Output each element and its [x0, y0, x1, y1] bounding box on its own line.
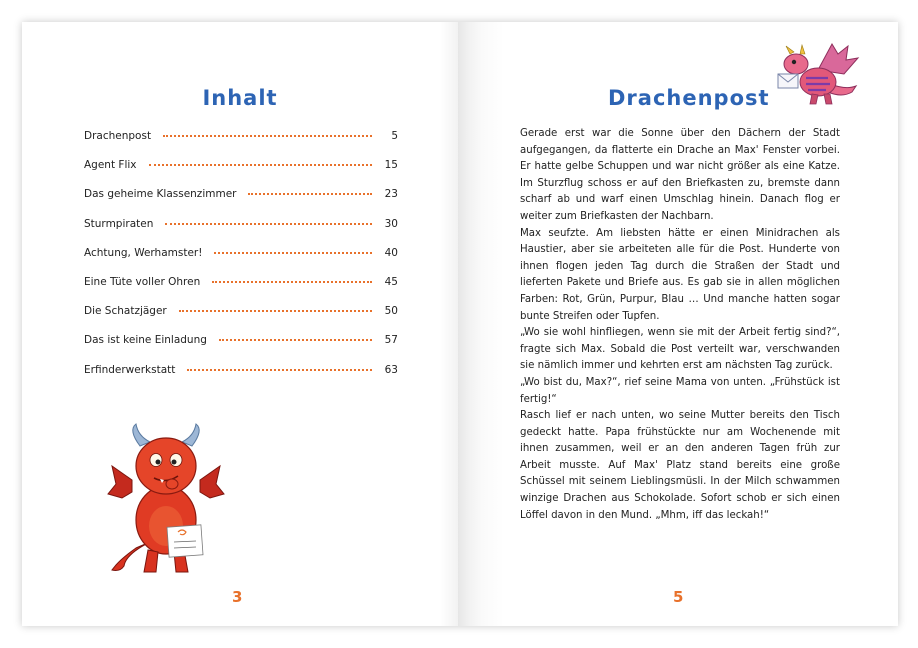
toc-leader-dots: [248, 192, 372, 195]
chapter-text: [520, 126, 840, 524]
toc-entry-page: 23: [384, 188, 398, 201]
paragraph: Rasch lief er nach unten, wo seine Mutter bereits den Tisch gedeckt hatte. Papa frühstückte nur am Wochenende mit ihnen zusammen, weil er an den anderen Tagen früh zur Arbeit musste. Auf Max' Platz stand bereits eine große Schüssel mit seinem Lieblingsmüsli. In der Milch schwammen winzige Drachen aus Schokolade. Sofort schob er sich einen Löffel davon in den Mund. „Mhm, iff das leckah!“: [520, 410, 840, 521]
toc-entry-label: Erfinderwerkstatt: [84, 363, 176, 376]
toc-entry[interactable]: [84, 130, 398, 159]
toc-entry-page: 15: [384, 159, 398, 172]
toc-entry[interactable]: [84, 364, 398, 393]
paragraph: „Wo bist du, Max?“, rief seine Mama von unten. „Frühstück ist fertig!“: [520, 376, 840, 405]
toc-leader-dots: [187, 368, 372, 371]
toc-entry[interactable]: [84, 159, 398, 188]
toc-leader-dots: [219, 338, 372, 341]
chapter-title: Drachenpost: [608, 86, 770, 110]
page-number: 3: [232, 588, 243, 606]
left-page: [22, 22, 458, 626]
table-of-contents: [84, 130, 398, 393]
toc-entry[interactable]: [84, 276, 398, 305]
toc-entry-label: Agent Flix: [84, 159, 137, 172]
toc-entry[interactable]: [84, 218, 398, 247]
toc-entry-label: Sturmpiraten: [84, 217, 154, 230]
page-number: 5: [673, 588, 684, 606]
toc-entry-label: Achtung, Werhamster!: [84, 246, 203, 259]
toc-entry-label: Das ist keine Einladung: [84, 334, 207, 347]
toc-entry[interactable]: [84, 188, 398, 217]
toc-entry-page: 45: [384, 275, 398, 288]
paragraph: Gerade erst war die Sonne über den Dächern der Stadt aufgegangen, da flatterte ein Drache an Max' Fenster vorbei. Er hatte gelbe Schuppen und war nicht größer als eine Katze. Im Sturzflug schoss er auf den Briefkasten zu, bremste dann scharf ab und warf einen Umschlag hinein. Danach flog er weiter zum Briefkasten der Nachbarn.: [520, 128, 840, 222]
dragon-with-letter-illustration: [772, 40, 860, 112]
toc-entry-page: 57: [384, 334, 398, 347]
toc-entry-label: Eine Tüte voller Ohren: [84, 275, 201, 288]
toc-leader-dots: [163, 134, 372, 137]
toc-entry-page: 50: [384, 305, 398, 318]
toc-entry-page: 63: [384, 363, 398, 376]
book-spread: [22, 22, 898, 626]
toc-entry[interactable]: [84, 334, 398, 363]
toc-entry-page: 30: [384, 217, 398, 230]
paragraph: „Wo sie wohl hinfliegen, wenn sie mit der Arbeit fertig sind?“, fragte sich Max. Sobald die Post verteilt war, verschwanden sie nämlich immer und kehrten erst am nächsten Tag zurück.: [520, 327, 840, 372]
red-monster-illustration: [106, 422, 226, 580]
toc-entry-label: Drachenpost: [84, 130, 152, 142]
toc-entry[interactable]: [84, 247, 398, 276]
right-page: [458, 22, 898, 626]
toc-entry[interactable]: [84, 305, 398, 334]
toc-leader-dots: [212, 280, 372, 283]
toc-entry-label: Das geheime Klassenzimmer: [84, 188, 237, 201]
toc-entry-label: Die Schatzjäger: [84, 305, 167, 318]
toc-leader-dots: [214, 251, 372, 254]
paragraph: Max seufzte. Am liebsten hätte er einen Minidrachen als Haustier, aber sie arbeiteten alle für die Post. Hunderte von ihnen flogen jeden Tag durch die Straßen der Stadt und lieferten Pakete und Briefe aus. Es gab sie in allen möglichen Farben: Rot, Grün, Purpur, Blau … Und manche hatten sogar bunte Streifen oder Tupfen.: [520, 227, 840, 322]
toc-leader-dots: [165, 222, 372, 225]
book-gutter: [440, 22, 458, 626]
toc-leader-dots: [179, 309, 372, 312]
toc-leader-dots: [149, 163, 372, 166]
toc-entry-page: 5: [391, 130, 398, 142]
toc-entry-page: 40: [384, 246, 398, 259]
toc-title: Inhalt: [202, 86, 278, 110]
